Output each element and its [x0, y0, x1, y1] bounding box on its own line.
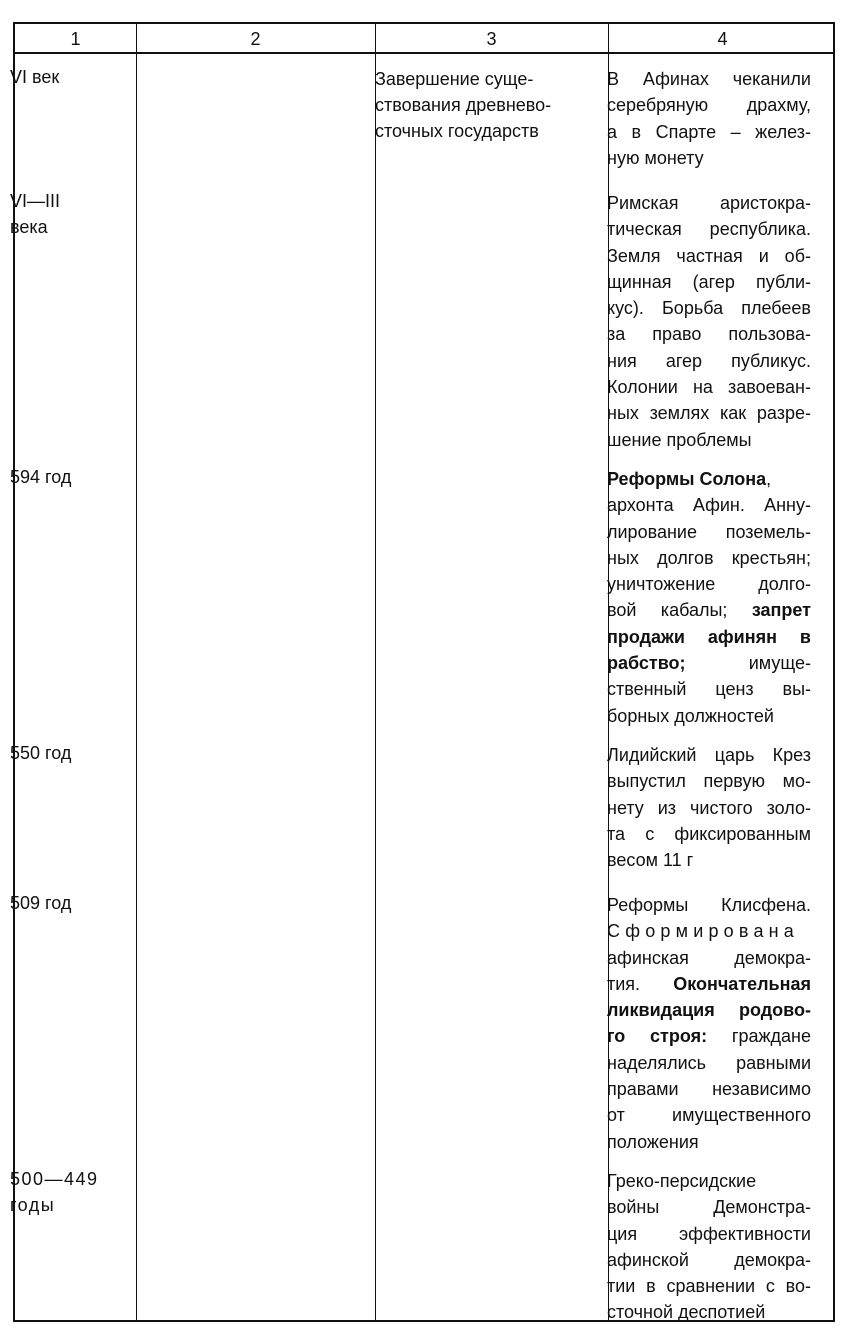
text-line: за право пользова- — [607, 324, 811, 345]
row-note — [607, 466, 811, 729]
bold-text: рабство; — [607, 653, 686, 674]
text-line: борных должностей — [607, 705, 774, 726]
text-line: кус). Борьба плебеев — [607, 298, 811, 319]
punctuation: , — [766, 469, 772, 489]
text-line: уничтожение долго- — [607, 574, 811, 595]
text-fragment: тия. — [607, 973, 641, 994]
text-line: В Афинах чеканили — [607, 69, 811, 89]
text-line — [607, 624, 811, 650]
text-line: сточных государств — [375, 121, 539, 141]
column-header-2: 2 — [250, 29, 261, 49]
text-line: тии в сравнении с во- — [607, 1276, 811, 1297]
text-line: Греко-персидские — [607, 1171, 757, 1191]
text-line: от имущественного — [607, 1105, 811, 1126]
column-header-1: 1 — [70, 29, 81, 49]
text-line: сточной деспотией — [607, 1302, 766, 1323]
row-date: 500—449 годы — [10, 1169, 99, 1215]
text-line: нету из чистого золо- — [607, 797, 811, 818]
row-note — [607, 190, 811, 453]
text-line: Колонии на завоеван- — [607, 377, 811, 398]
row-date: VI век — [10, 67, 60, 87]
column-divider — [136, 24, 137, 1320]
text-fragment: граждане — [731, 1026, 811, 1047]
row-date: 550 год — [10, 743, 72, 763]
text-line: афинская демокра- — [607, 947, 811, 968]
column-header-4: 4 — [717, 29, 728, 49]
text-line: выпустил первую мо- — [607, 771, 811, 792]
text-line: ную монету — [607, 147, 704, 168]
text-line — [607, 466, 811, 492]
text-line: шение проблемы — [607, 429, 752, 450]
text-fragment: имуще- — [748, 653, 811, 674]
text-fragment: вой кабалы; — [607, 600, 728, 621]
header-divider — [15, 52, 833, 54]
row-note — [607, 1168, 811, 1326]
row-event-col3 — [375, 66, 580, 144]
column-divider — [375, 24, 376, 1320]
row-note — [607, 892, 811, 1155]
bold-text: запрет — [751, 600, 811, 621]
text-line: Земля частная и об- — [607, 245, 811, 266]
row-date: VI—III века — [10, 191, 61, 237]
text-line: ных долгов крестьян; — [607, 547, 811, 568]
column-header-3: 3 — [486, 29, 497, 49]
text-line: щинная (агер публи- — [607, 271, 811, 292]
text-line: положения — [607, 1131, 699, 1152]
text-line: ственный ценз вы- — [607, 679, 811, 700]
text-line — [607, 971, 811, 997]
row-note — [607, 742, 811, 873]
text-line: ния агер публикус. — [607, 350, 811, 371]
bold-text: Реформы Солона — [607, 469, 767, 489]
text-line: Реформы Клисфена. — [607, 895, 811, 915]
text-line: войны Демонстра- — [607, 1197, 811, 1218]
text-line: архонта Афин. Анну- — [607, 495, 811, 516]
row-date: 594 год — [10, 467, 72, 487]
text-line: та с фиксированным — [607, 823, 811, 844]
text-line — [607, 650, 811, 676]
text-line — [607, 997, 811, 1023]
text-line — [607, 597, 811, 623]
text-line: тическая республика. — [607, 219, 811, 240]
text-line — [607, 1023, 811, 1049]
text-line: серебряную драхму, — [607, 95, 811, 116]
bold-text: продажи афинян в — [607, 626, 811, 647]
text-line: правами независимо — [607, 1079, 811, 1100]
text-line: а в Спарте – желез- — [607, 121, 811, 142]
text-line: Римская аристокра- — [607, 193, 811, 213]
text-line: Сформирована — [607, 921, 800, 942]
text-line: ция эффективности — [607, 1223, 811, 1244]
text-line: ных землях как разре- — [607, 403, 811, 424]
text-line: весом 11 г — [607, 850, 694, 871]
text-line: наделялись равными — [607, 1052, 811, 1073]
row-date: 509 год — [10, 893, 72, 913]
row-note — [607, 66, 811, 171]
text-line: Завершение суще- — [375, 69, 534, 89]
bold-text: го строя: — [607, 1026, 708, 1047]
bold-text: Окончательная — [673, 973, 811, 994]
text-line: ствования древнево- — [375, 95, 552, 115]
text-line: афинской демокра- — [607, 1249, 811, 1270]
text-line: лирование поземель- — [607, 521, 811, 542]
bold-text: ликвидация родово- — [607, 1000, 811, 1021]
text-line: Лидийский царь Крез — [607, 745, 811, 765]
